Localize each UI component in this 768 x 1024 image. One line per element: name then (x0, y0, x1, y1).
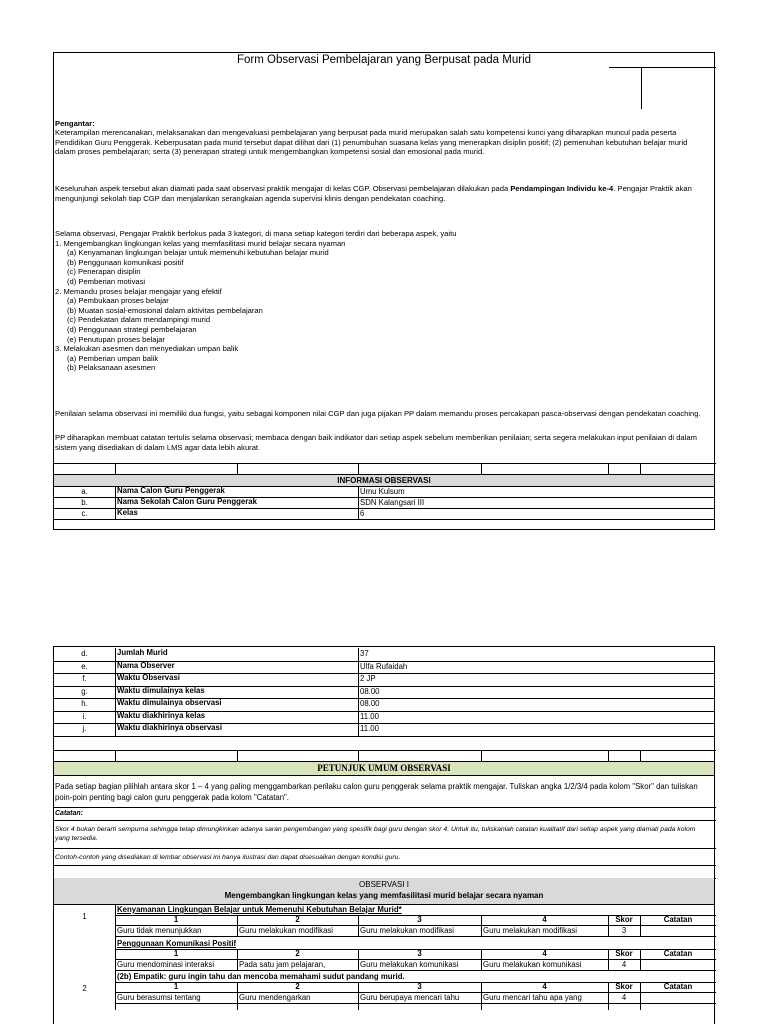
aspect-col-line (358, 949, 359, 970)
info-col-line (358, 648, 359, 661)
aspect-col-line (358, 982, 359, 1010)
info-col-line (115, 673, 116, 686)
info-row-letter: b. (81, 498, 88, 507)
info-row (54, 661, 714, 675)
info-row-label: Waktu diakhirinya observasi (117, 723, 223, 732)
info-row-value: 2 JP (360, 674, 376, 683)
aspect-col-line (237, 915, 238, 936)
observasi-header (54, 878, 714, 905)
score-header-cell: 2 (295, 915, 300, 924)
info-col-line (115, 661, 116, 674)
aspect-col-line (608, 915, 609, 936)
info-row-label: Waktu dimulainya kelas (117, 685, 205, 695)
info-col-line (115, 711, 116, 724)
score-header-cell: Catatan (663, 949, 693, 958)
info-col-line (358, 723, 359, 736)
descriptor-cell: Guru mendominasi interaksi (117, 960, 215, 969)
score-header-cell: 3 (417, 982, 422, 991)
category-heading: 2. Memandu proses belajar mengajar yang efektif (55, 286, 222, 296)
descriptor-cell: Guru melakukan komunikasi (360, 960, 459, 969)
category-aspect: (a) Pemberian umpan balik (67, 353, 159, 363)
info-row-value: Ulfa Rufaidah (360, 661, 408, 671)
info-row (54, 711, 714, 725)
form-page-2 (53, 646, 715, 1024)
info-row-label: Jumlah Murid (117, 648, 168, 657)
descriptor-cell: Pada satu jam pelajaran, (239, 960, 326, 969)
intro-paragraph-5: PP diharapkan membuat catatan tertulis selama observasi; membaca dengan baik indikator dari setiap aspek sebelum memberikan penilaian; serta segera melakukan input penilaian di dalam sistem yang disediakan di dalam LMS agar data lebih akurat. (55, 433, 697, 452)
info-row-value: 11.00 (360, 711, 379, 721)
aspect-col-line (237, 949, 238, 970)
score-header-cell: 4 (542, 915, 547, 924)
aspect-col-line (358, 915, 359, 936)
categories-lead: Selama observasi, Pengajar Praktik berfokus pada 3 kategori, di mana setiap kategori terdiri dari beberapa aspek, yaitu (55, 229, 457, 238)
aspect-col-line (640, 915, 641, 936)
score-header-cell: 1 (173, 949, 179, 958)
info-col-line (115, 648, 116, 661)
info-col-line (358, 698, 359, 711)
info-row-letter: a. (81, 487, 88, 496)
aspect-line (115, 970, 716, 971)
info-row-value: 08.00 (360, 686, 380, 696)
category-aspect: (d) Penggunaan strategi pembelajaran (67, 324, 197, 334)
aspect-col-line (608, 982, 609, 1010)
score-header-cell: 2 (295, 949, 300, 958)
info-col-line (115, 486, 116, 497)
info-row-value: 08.00 (360, 699, 380, 708)
category-aspect: (c) Penerapan disiplin (67, 267, 141, 277)
aspect-number: 1 (82, 912, 87, 921)
info-row-value: Umu Kulsum (360, 487, 405, 496)
info-row (54, 686, 714, 700)
intro-paragraph-1: Keterampilan merencanakan, melaksanakan dan mengevaluasi pembelajaran yang berpusat pada murid merupakan salah satu kompetensi kunci yang diharapkan muncul pada peserta Pendidikan Guru Penggerak. Keberpusatan pada murid tersebut dapat dilihat dari (1) penumbuhan suasana kelas yang menerapkan disiplin positif; (2) pemenuhan kebutuhan belajar murid dalam proses pembelajaran; serta (3) penerapan strategi untuk mengembangkan kompetensi sosial dan emosional pada murid. (55, 128, 688, 157)
observasi-subtitle: Mengembangkan lingkungan kelas yang memfasilitasi murid belajar secara nyaman (224, 891, 544, 900)
info-col-line (358, 486, 359, 497)
descriptor-cell: Guru berasumsi tentang (117, 993, 201, 1002)
info-row-letter: h. (81, 699, 88, 708)
info-col-line (358, 711, 359, 724)
score-header-cell: Catatan (663, 982, 693, 991)
info-row-label: Nama Sekolah Calon Guru Penggerak (117, 497, 257, 506)
info-col-line (358, 497, 359, 508)
category-heading: 3. Melakukan asesmen dan menyediakan umpan balik (55, 344, 239, 354)
info-row-letter: j. (82, 724, 87, 733)
aspect-number: 2 (82, 984, 87, 993)
info-col-line (115, 686, 116, 699)
category-aspect: (b) Muatan sosial-emosional dalam aktivitas pembelajaran (67, 305, 263, 315)
score-header-cell: 1 (173, 982, 179, 991)
info-col-line (115, 723, 116, 736)
score-header-cell: 2 (295, 982, 300, 991)
score-header-cell: 3 (417, 949, 422, 958)
info-col-line (115, 698, 116, 711)
info-col-line (115, 497, 116, 508)
info-row-value: 11.00 (360, 724, 379, 733)
aspect-col-line (481, 949, 482, 970)
category-aspect: (b) Pelaksanaan asesmen (67, 363, 156, 373)
descriptor-cell: Guru berupaya mencari tahu (360, 993, 460, 1002)
aspect-col-line (237, 982, 238, 1010)
category-aspect: (b) Penggunaan komunikasi positif (67, 257, 184, 267)
aspect-name: Kenyamanan Lingkungan Belajar untuk Memenuhi Kebutuhan Belajar Murid* (117, 905, 402, 914)
info-row-letter: g. (81, 686, 88, 696)
category-aspect: (a) Pembukaan proses belajar (67, 296, 169, 306)
info-row (54, 673, 714, 687)
descriptor-cell: Guru melakukan modifikasi (483, 926, 578, 935)
info-row (54, 508, 714, 520)
aspect-col-line (481, 982, 482, 1010)
aspect-block (54, 972, 714, 1010)
page-title: Form Observasi Pembelajaran yang Berpusat pada Murid (236, 54, 532, 66)
info-row-letter: d. (81, 649, 88, 658)
info-col-line (358, 661, 359, 674)
catatan-note-1: Skor 4 bukan berarti sempurna sehingga tetap dimungkinkan adanya saran pengembangan yang spesifik bagi guru dengan skor 4. Untuk itu, tuliskanlah catatan kualitatif dari setiap aspek yang diamati pada kolom yang tersedia. (55, 826, 696, 843)
descriptor-cell: Guru melakukan komunikasi (483, 960, 582, 969)
info-row (54, 723, 714, 737)
petunjuk-text: Pada setiap bagian pilihlah antara skor 1 – 4 yang paling menggambarkan perilaku calon guru penggerak selama praktik mengajar. Tuliskan angka 1/2/3/4 pada kolom "Skor" dan tuliskan poin-poin penting bagi calon guru penggerak pada kolom "Catatan". (55, 782, 698, 802)
category-aspect: (d) Pemberian motivasi (67, 276, 146, 286)
category-aspect: (e) Penutupan proses belajar (67, 334, 165, 344)
score-header-cell: Skor (615, 949, 633, 958)
info-row-letter: c. (81, 509, 88, 518)
score-header-cell: Skor (615, 915, 633, 924)
info-row-label: Waktu Observasi (117, 673, 180, 682)
category-aspect: (c) Pendekatan dalam mendampingi murid (67, 315, 211, 325)
info-col-line (358, 508, 359, 519)
score-header-cell: 4 (542, 949, 547, 958)
info-row-label: Kelas (117, 508, 138, 517)
score-header-cell: Skor (615, 982, 633, 991)
aspect-col-line (640, 949, 641, 970)
catatan-note-2: Contoh-contoh yang disediakan di lembar observasi ini hanya ilustrasi dan dapat disesuaikan dengan kondisi guru. (55, 854, 401, 861)
title-box-line (609, 67, 716, 68)
catatan-label: Catatan: (55, 810, 84, 817)
info-banner: INFORMASI OBSERVASI (54, 474, 714, 487)
aspect-name: (2b) Empatik: guru ingin tahu dan mencoba memahami sudut pandang murid. (117, 972, 405, 981)
category-aspect: (a) Kenyamanan lingkungan belajar untuk memenuhi kebutuhan belajar murid (67, 248, 329, 258)
score-header-cell: 4 (542, 982, 547, 991)
descriptor-cell: Guru melakukan modifikasi (360, 926, 455, 935)
descriptor-cell: Guru melakukan modifikasi (239, 926, 334, 935)
intro-paragraph-2: Keseluruhan aspek tersebut akan diamati pada saat observasi praktik mengajar di kelas CGP. Observasi pembelajaran dilakukan pada Pendampingan Individu ke-4. Pengajar Praktik akan mengunjungi sekolah tiap CGP dan menjalankan serangkaian agenda supervisi klinis dengan pendekatan coaching. (55, 184, 692, 203)
category-heading: 1. Mengembangkan lingkungan kelas yang memfasilitasi murid belajar secara nyaman (55, 238, 346, 248)
info-row-label: Nama Calon Guru Penggerak (117, 486, 225, 495)
score-header-cell: 1 (173, 915, 179, 924)
skor-value: 4 (621, 993, 627, 1002)
form-page-1 (53, 52, 715, 530)
info-row-label: Waktu dimulainya observasi (117, 698, 222, 707)
intro-paragraph-4: Penilaian selama observasi ini memiliki dua fungsi, yaitu sebagai komponen nilai CGP dan juga pijakan PP dalam memandu proses percakapan pasca-observasi dengan pendekatan coaching. (55, 409, 701, 418)
info-row-value: 6 (360, 509, 365, 518)
skor-value: 4 (621, 960, 627, 969)
petunjuk-banner: PETUNJUK UMUM OBSERVASI (54, 761, 714, 776)
info-row-value: 37 (360, 649, 369, 658)
info-row (54, 648, 714, 662)
observasi-title: OBSERVASI I (359, 880, 409, 889)
descriptor-cell: Guru mencari tahu apa yang (483, 993, 582, 1002)
aspect-name: Penggunaan Komunikasi Positif (117, 939, 237, 948)
info-row-label: Nama Observer (117, 660, 175, 670)
descriptor-cell: Guru mendengarkan (239, 993, 311, 1002)
grid-line (54, 463, 716, 464)
skor-value: 3 (621, 926, 627, 935)
info-col-line (115, 508, 116, 519)
descriptor-cell: Guru tidak menunjukkan (117, 926, 202, 935)
aspect-col-line (608, 949, 609, 970)
info-col-line (358, 673, 359, 686)
aspect-col-line (481, 915, 482, 936)
info-row-label: Waktu diakhirinya kelas (117, 710, 206, 720)
intro-heading: Pengantar: (55, 119, 95, 128)
aspect-col-line (640, 982, 641, 1010)
aspect-line (115, 936, 716, 937)
categories-list (55, 239, 710, 373)
info-row-value: SDN Kalangsari III (360, 498, 425, 507)
aspect-line (115, 1003, 716, 1004)
score-header-cell: Catatan (663, 915, 693, 924)
title-box-divider (641, 67, 642, 109)
info-col-line (358, 686, 359, 699)
aspect-block (54, 905, 714, 943)
info-row-letter: i. (82, 711, 87, 721)
score-header-cell: 3 (417, 915, 422, 924)
info-row-letter: e. (81, 661, 88, 671)
info-row-letter: f. (82, 674, 87, 683)
info-row (54, 698, 714, 712)
